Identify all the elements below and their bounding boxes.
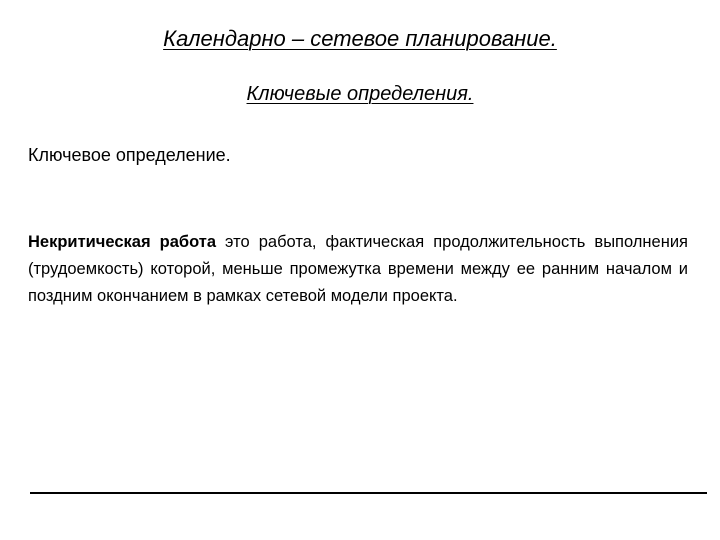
bottom-divider — [30, 492, 707, 494]
definition-body: это работа, фактическая продолжительность выполнения (трудоемкость) которой, меньше промежутка времени между ее ранним началом и поздним окончанием в рамках сетевой модели проекта. — [28, 232, 688, 305]
definition-paragraph — [28, 229, 688, 310]
slide-title: Календарно – сетевое планирование. — [163, 26, 557, 51]
definition-term: Некритическая работа — [28, 232, 216, 251]
section-heading: Ключевое определение. — [28, 145, 231, 165]
slide-subtitle: Ключевые определения. — [246, 83, 474, 105]
